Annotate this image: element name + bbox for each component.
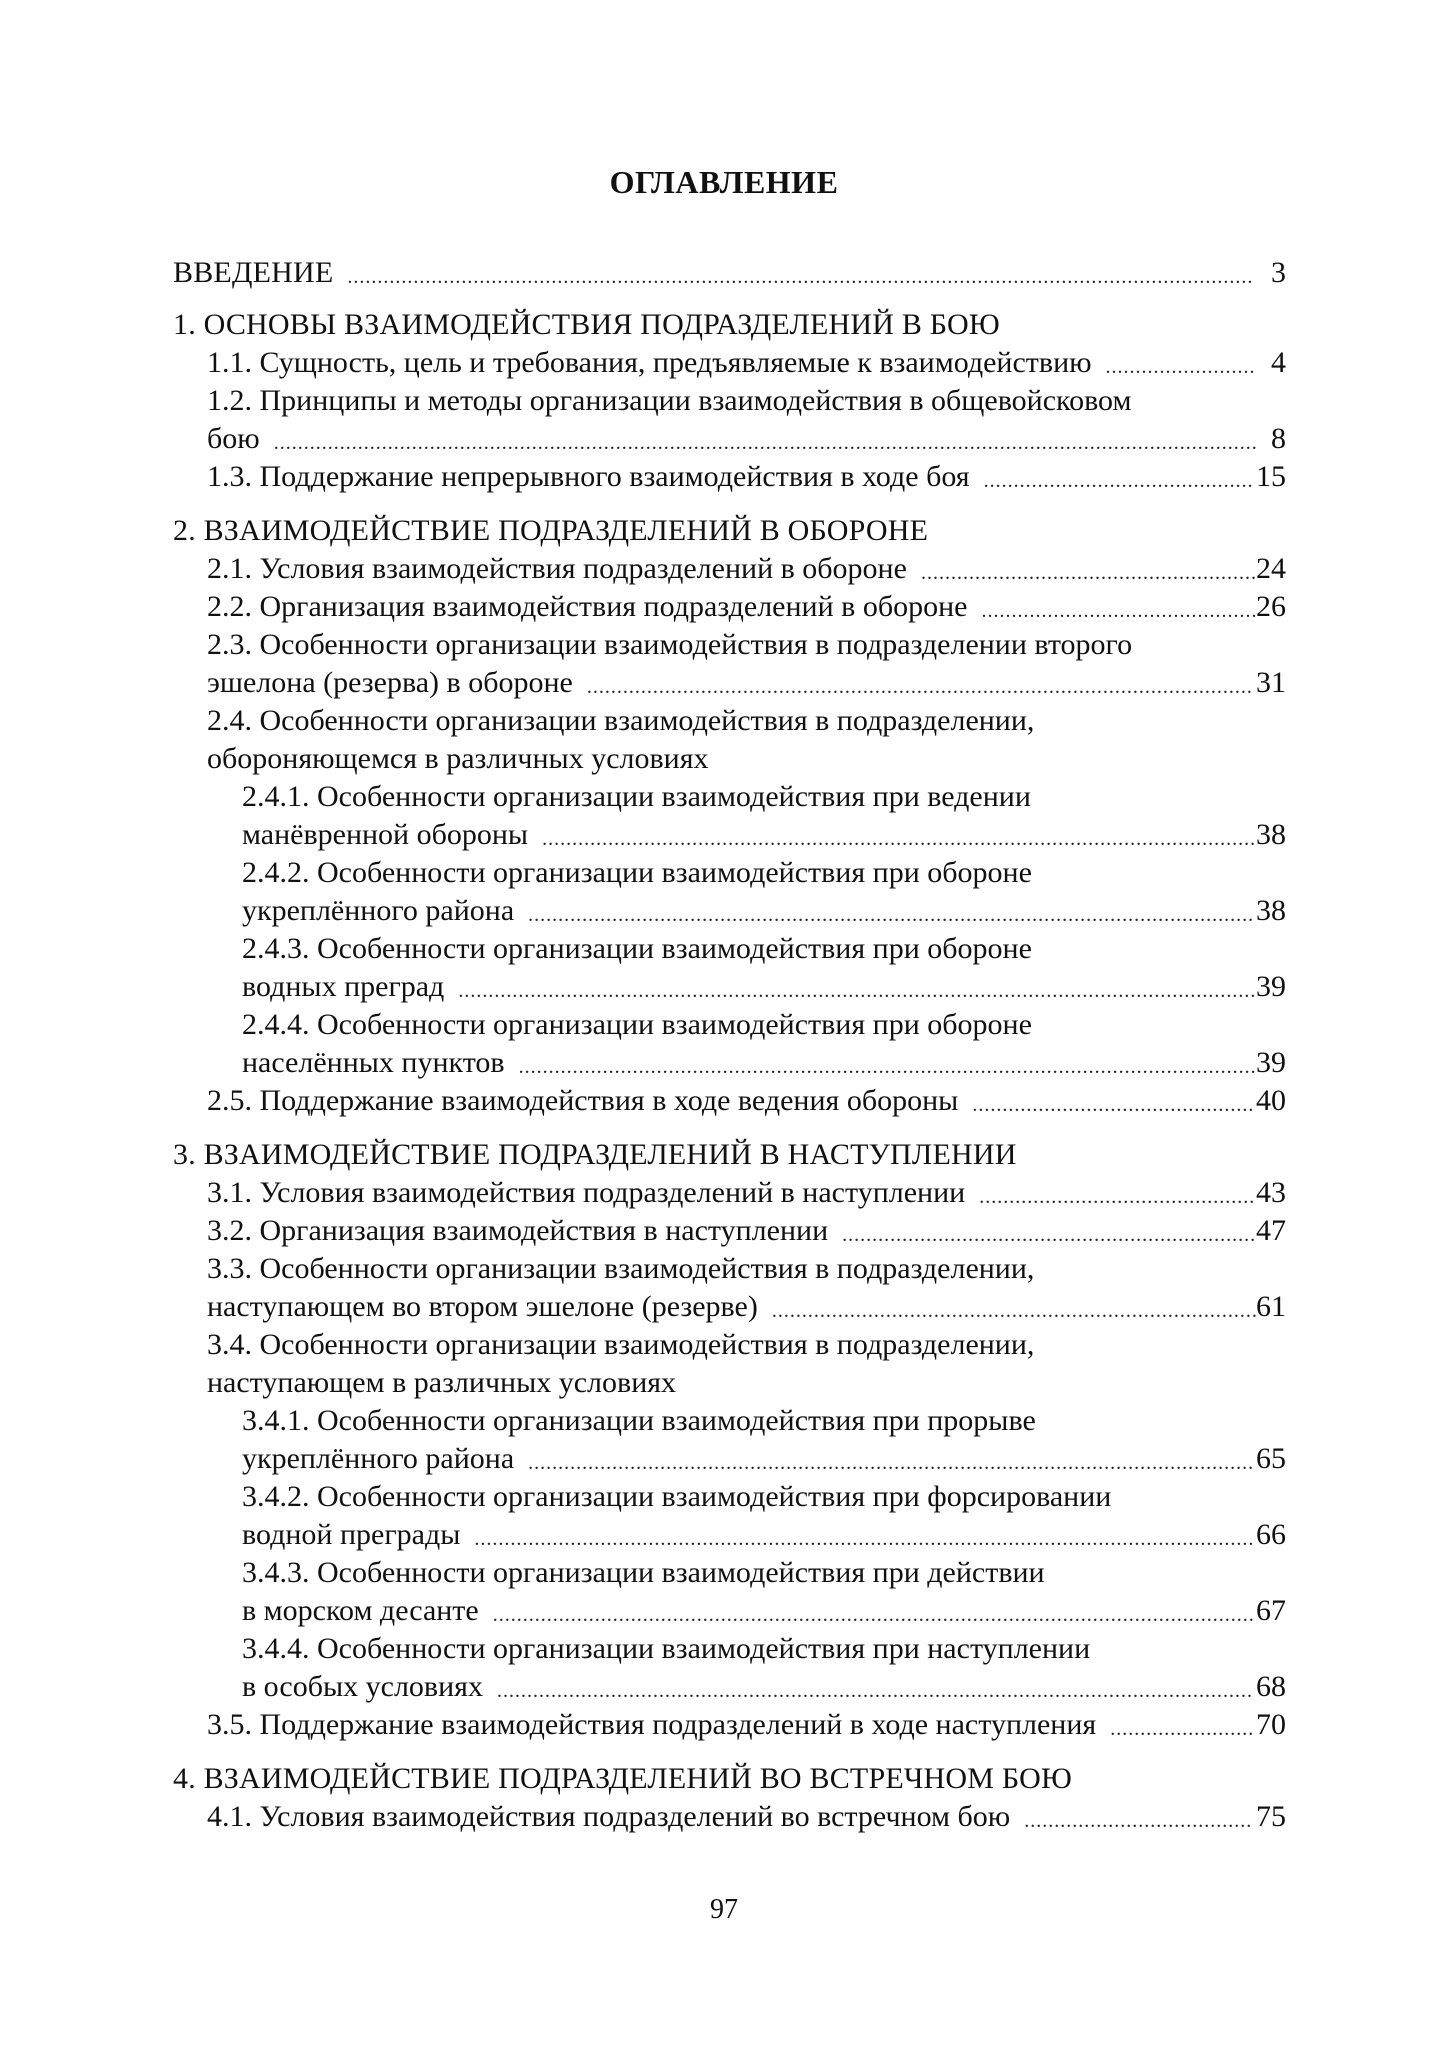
page-title: ОГЛАВЛЕНИЕ	[609, 164, 839, 200]
toc-entry-row	[0, 968, 1448, 1006]
toc-page-number: 47	[1256, 1214, 1286, 1247]
toc-entry-text: 3.4.2. Особенности организации взаимодействия при форсировании	[242, 1480, 1112, 1513]
toc-entry-text: 3.5. Поддержание взаимодействия подразделений в ходе наступления	[207, 1708, 1097, 1741]
toc-entry-row	[0, 420, 1448, 458]
toc-entry-text: 3.2. Организация взаимодействия в наступлении	[207, 1214, 829, 1247]
toc-entry-text: наступающем в различных условиях	[207, 1366, 677, 1399]
toc-entry-row	[0, 1288, 1448, 1326]
toc-entry-row	[0, 1250, 1448, 1288]
toc-entry-text: водной преграды	[242, 1518, 461, 1551]
dot-leader: ........................	[1110, 1718, 1255, 1740]
toc-entry-text: 3.4. Особенности организации взаимодействия в подразделении,	[207, 1328, 1035, 1361]
toc-chapter-row	[0, 254, 1448, 292]
toc-entry-text: 3.1. Условия взаимодействия подразделений в наступлении	[207, 1176, 966, 1209]
toc-page-number: 65	[1256, 1442, 1286, 1475]
toc-entry-text: 2.4.2. Особенности организации взаимодействия при обороне	[242, 856, 1032, 889]
toc-entry-row	[0, 1668, 1448, 1706]
dot-leader: ..............................................	[981, 600, 1258, 622]
toc-entry-row	[0, 892, 1448, 930]
toc-entry-row	[0, 458, 1448, 496]
toc-entry-text: в особых условиях	[242, 1670, 483, 1703]
toc-page-number: 75	[1256, 1800, 1286, 1833]
dot-leader: ..............................................	[979, 1186, 1256, 1208]
toc-entry-text: 3.3. Особенности организации взаимодействия в подразделении,	[207, 1252, 1035, 1285]
toc-page-number: 26	[1256, 590, 1286, 623]
dot-leader: ...........................................................................................................................	[518, 1056, 1257, 1078]
toc-entry-text: в морском десанте	[242, 1594, 479, 1627]
toc-entry-text: 2.4.3. Особенности организации взаимодействия при обороне	[242, 932, 1032, 965]
toc-entry-row	[0, 1478, 1448, 1516]
toc-entry-row	[0, 1364, 1448, 1402]
toc-chapter-row	[0, 306, 1448, 344]
toc-entry-row	[0, 1082, 1448, 1120]
dot-leader: .......................................................................................................................................................	[347, 266, 1254, 288]
toc-entry-text: 1.1. Сущность, цель и требования, предъявляемые к взаимодействию	[207, 346, 1092, 379]
toc-entry-text: 1.2. Принципы и методы организации взаимодействия в общевойсковом	[207, 384, 1132, 417]
toc-entry-row	[0, 1630, 1448, 1668]
toc-entry-text: 2. ВЗАИМОДЕЙСТВИЕ ПОДРАЗДЕЛЕНИЙ В ОБОРОНЕ	[173, 514, 929, 547]
dot-leader: ...............................................	[972, 1094, 1255, 1116]
toc-page-number: 70	[1256, 1708, 1286, 1741]
toc-page-number: 40	[1256, 1084, 1286, 1117]
toc-chapter-row	[0, 512, 1448, 550]
toc-entry-text: бою	[207, 422, 260, 455]
toc-page-number: 8	[1271, 422, 1286, 455]
toc-entry-text: наступающем во втором эшелоне (резерве)	[207, 1290, 758, 1323]
toc-entry-text: 2.4.4. Особенности организации взаимодействия при обороне	[242, 1008, 1032, 1041]
toc-entry-text: 2.3. Особенности организации взаимодействия в подразделении второго	[207, 628, 1133, 661]
toc-page-number: 68	[1256, 1670, 1286, 1703]
dot-leader: .....................................................................................................................................	[458, 980, 1257, 1002]
toc-page-number: 31	[1256, 666, 1286, 699]
dot-leader: .........................	[1105, 356, 1256, 378]
toc-entry-text: 1.3. Поддержание непрерывного взаимодействия в ходе боя	[207, 460, 970, 493]
toc-entry-text: 1. ОСНОВЫ ВЗАИМОДЕЙСТВИЯ ПОДРАЗДЕЛЕНИЙ В БОЮ	[173, 308, 1000, 341]
toc-entry-text: 4.1. Условия взаимодействия подразделений во встречном бою	[207, 1800, 1011, 1833]
toc-entry-row	[0, 1212, 1448, 1250]
toc-chapter-row	[0, 1760, 1448, 1798]
toc-entry-text: 3.4.3. Особенности организации взаимодействия при действии	[242, 1556, 1045, 1589]
toc-entry-text: манёвренной обороны	[242, 818, 529, 851]
toc-entry-text: 4. ВЗАИМОДЕЙСТВИЕ ПОДРАЗДЕЛЕНИЙ ВО ВСТРЕЧНОМ БОЮ	[173, 1762, 1072, 1795]
toc-entry-row	[0, 1706, 1448, 1744]
toc-page-number: 43	[1256, 1176, 1286, 1209]
page-number: 97	[710, 1894, 738, 1925]
dot-leader: ........................................................	[920, 562, 1257, 584]
toc-entry-row	[0, 702, 1448, 740]
toc-entry-text: 2.5. Поддержание взаимодействия в ходе ведения обороны	[207, 1084, 959, 1117]
dot-leader: ..................................................................................................................................	[474, 1528, 1255, 1550]
toc-page-number: 66	[1256, 1518, 1286, 1551]
toc-entry-row	[0, 588, 1448, 626]
toc-entry-row	[0, 1006, 1448, 1044]
toc-entry-row	[0, 1402, 1448, 1440]
toc-entry-row	[0, 1592, 1448, 1630]
toc-entry-row	[0, 930, 1448, 968]
toc-entry-row	[0, 1440, 1448, 1478]
toc-page-number: 15	[1256, 460, 1286, 493]
toc-entry-text: 3.4.4. Особенности организации взаимодействия при наступлении	[242, 1632, 1091, 1665]
toc-entry-row	[0, 1044, 1448, 1082]
toc-page-number: 67	[1256, 1594, 1286, 1627]
toc-entry-text: ВВЕДЕНИЕ	[173, 256, 334, 289]
dot-leader: .........................................................................................................................	[528, 904, 1255, 926]
toc-entry-text: обороняющемся в различных условиях	[207, 742, 709, 775]
toc-page-number: 61	[1256, 1290, 1286, 1323]
toc-entry-text: 2.4. Особенности организации взаимодействия в подразделении,	[207, 704, 1035, 737]
toc-page-number: 3	[1271, 256, 1286, 289]
dot-leader: ......................................	[1024, 1810, 1253, 1832]
toc-entry-row	[0, 1554, 1448, 1592]
toc-entry-text: 3. ВЗАИМОДЕЙСТВИЕ ПОДРАЗДЕЛЕНИЙ В НАСТУПЛЕНИИ	[173, 1138, 1017, 1171]
toc-entry-row	[0, 778, 1448, 816]
toc-entry-row	[0, 382, 1448, 420]
toc-page-number: 39	[1256, 1046, 1286, 1079]
toc-page-number: 24	[1256, 552, 1286, 585]
toc-entry-text: 2.2. Организация взаимодействия подразделений в обороне	[207, 590, 968, 623]
toc-entry-row	[0, 816, 1448, 854]
dot-leader: .................................................................................	[771, 1300, 1258, 1322]
toc-entry-text: укреплённого района	[242, 894, 515, 927]
dot-leader: ...............................................................................................................	[586, 676, 1253, 698]
toc-entry-row	[0, 1516, 1448, 1554]
dot-leader: .....................................................................	[842, 1224, 1257, 1246]
toc-entry-row	[0, 550, 1448, 588]
toc-entry-text: 2.1. Условия взаимодействия подразделений в обороне	[207, 552, 907, 585]
toc-page-number: 39	[1256, 970, 1286, 1003]
dot-leader: ..............................................................................................................................	[496, 1680, 1253, 1702]
toc-entry-text: 3.4.1. Особенности организации взаимодействия при прорыве	[242, 1404, 1036, 1437]
toc-entry-text: 2.4.1. Особенности организации взаимодействия при ведении	[242, 780, 1031, 813]
toc-entry-text: укреплённого района	[242, 1442, 515, 1475]
toc-entry-text: водных преград	[242, 970, 445, 1003]
dot-leader: .........................................................................................................................	[528, 1452, 1255, 1474]
dot-leader: ...............................................................................................................................	[492, 1604, 1255, 1626]
toc-entry-text: эшелона (резерва) в обороне	[207, 666, 573, 699]
toc-entry-row	[0, 626, 1448, 664]
toc-page-number: 4	[1271, 346, 1286, 379]
dot-leader: .......................................................................................................................	[542, 828, 1257, 850]
toc-entry-text: населённых пунктов	[242, 1046, 505, 1079]
toc-page-number: 38	[1256, 894, 1286, 927]
dot-leader: ....................................................................................................................................................................	[273, 432, 1258, 454]
toc-entry-row	[0, 854, 1448, 892]
toc-entry-row	[0, 1174, 1448, 1212]
toc-page-number: 38	[1256, 818, 1286, 851]
toc-entry-row	[0, 1326, 1448, 1364]
toc-entry-row	[0, 664, 1448, 702]
toc-chapter-row	[0, 1136, 1448, 1174]
dot-leader: .............................................	[983, 470, 1254, 492]
toc-entry-row	[0, 740, 1448, 778]
toc-entry-row	[0, 344, 1448, 382]
toc-entry-row	[0, 1798, 1448, 1836]
